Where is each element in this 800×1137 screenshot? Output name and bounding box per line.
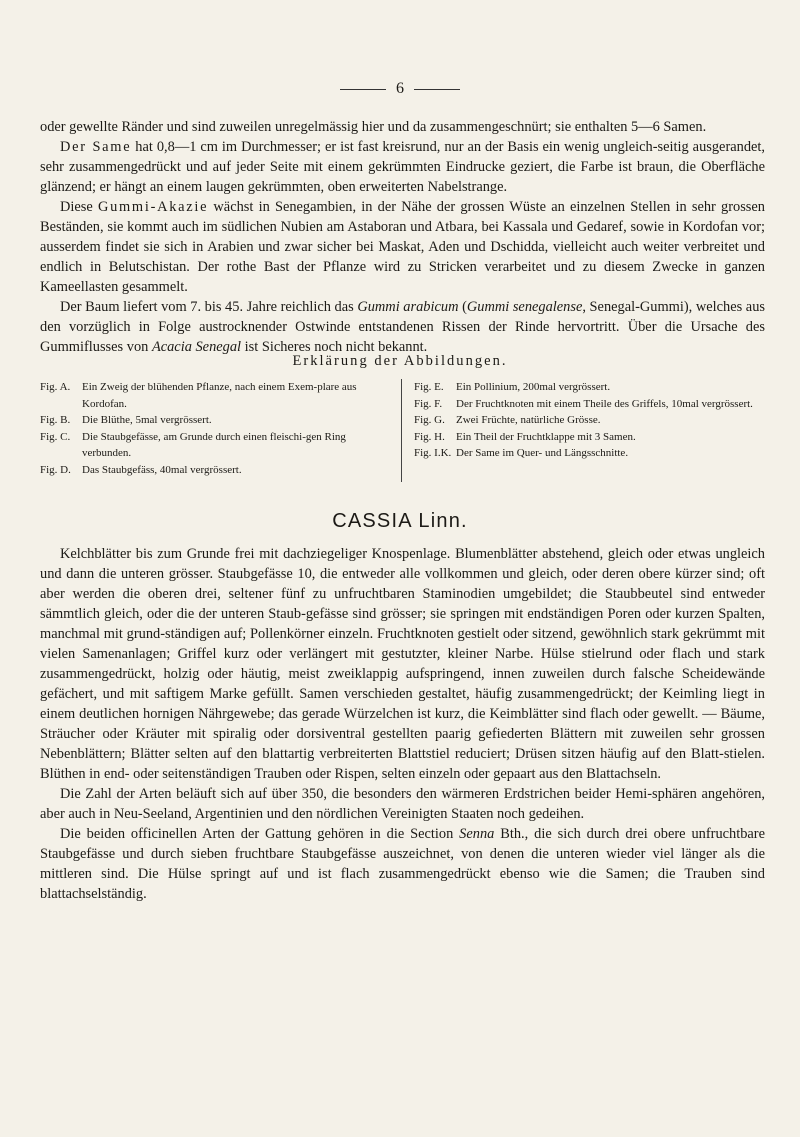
legend-item: Fig. F. Der Fruchtknoten mit einem Theile des Griffels, 10mal vergrössert. — [414, 397, 753, 410]
figure-legend — [40, 379, 765, 486]
intro-paragraph-2: Der Same hat 0,8—1 cm im Durchmesser; er ist fast kreisrund, nur an der Basis ein wenig ungleich-seitig ausgerandet, sehr zusammengedrückt und auf jeder Seite mit einem gekrümmten Eindrucke geziert, die Farbe ist braun, die Oberfläche glänzend; er hängt an einem laugen gekrümmten, oben erweiterten Nabelstrange. — [40, 139, 765, 195]
legend-column-right — [414, 379, 765, 462]
cassia-paragraph-2: Die Zahl der Arten beläuft sich auf über 350, die besonders den wärmeren Erdstrichen beider Hemi-sphären angehören, aber auch in Neu-Seeland, Argentinien und den nördlichen Vereinigten Staaten noch gedeihen. — [40, 786, 765, 822]
legend-item: Fig. D. Das Staubgefäss, 40mal vergrössert. — [40, 463, 242, 476]
section-heading: CASSIA Linn. — [332, 510, 468, 532]
legend-item: Fig. A. Ein Zweig der blühenden Pflanze, nach einem Exem-plare aus Kordofan. — [40, 381, 357, 410]
intro-text — [40, 117, 765, 357]
legend-item: Fig. G. Zwei Früchte, natürliche Grösse. — [414, 414, 601, 426]
legend-item: Fig. I.K. Der Same im Quer- und Längsschnitte. — [414, 447, 629, 459]
legend-item: Fig. C. Die Staubgefässe, am Grunde durch einen fleischi-gen Ring verbunden. — [40, 430, 346, 459]
legend-item: Fig. B. Die Blüthe, 5mal vergrössert. — [40, 414, 212, 426]
rule-left — [340, 89, 386, 90]
legend-item: Fig. H. Ein Theil der Fruchtklappe mit 3 Samen. — [414, 430, 636, 443]
cassia-paragraph-1: Kelchblätter bis zum Grunde frei mit dachziegeliger Knospenlage. Blumenblätter abstehend, gleich oder etwas ungleich und dann die unteren grösser. Staubgefässe 10, die entweder alle vollkommen und gleich, oder deren obere kürzer sind; oft aber werden die oberen drei, seltener fünf zu unfruchtbaren Staminodien umgebildet; die Staubbeutel sind entweder sämmtlich gleich, oder die der unteren Staub-gefässe sind grösser; sie springen mit endständigen Poren oder kurzen Spalten, manchmal mit grund-ständigen auf; Pollenkörner einzeln. Fruchtknoten gestielt oder sitzend, gewöhnlich stark gekrümmt mit vielen Samenanlagen; Griffel kurz oder verlängert mit gestutzter, kleiner Narbe. Hülse stielrund oder flach und stark zusammengedrückt, holzig oder häutig, meist zweiklappig aufspringend, innen zuweilen durch falsche Scheidewände gefächert, und mit saftigem Marke gefüllt. Samen verschieden gestaltet, häufig zusammengedrückt; der Keimling liegt in einem deutlichen hornigen Nährgewebe; das gerade Würzelchen ist kurz, die Keimblätter sind flach oder gewellt. — Bäume, Sträucher oder Kräuter mit spiralig oder dorsiventral gestellten paarig gefiederten Blättern mit zuweilen sehr grossen Nebenblättern; Blätter selten auf den blattartig verbreiterten Blattstiel reduciert; Drüsen sitzen häufig auf den Blatt-stielen. Blüthen in end- oder seitenständigen Trauben oder Rispen, selten einzeln oder gepaart aus den Blattachseln. — [40, 546, 765, 782]
cassia-paragraph-3: Die beiden officinellen Arten der Gattung gehören in die Section Senna Bth., die sich durch drei obere unfruchtbare Staubgefässe und durch sieben fruchtbare Staubgefässe auszeichnet, von denen die unteren wieder viel länger als die mittleren sind. Die Hülse springt auf und ist flach zusammengedrückt ebenso wie die Samen; die Trauben sind blattachselständig. — [40, 826, 765, 902]
legend-title: Erklärung der Abbildungen. — [292, 353, 508, 369]
cassia-text — [40, 544, 765, 904]
legend-column-left — [40, 379, 385, 478]
rule-right — [414, 89, 460, 90]
intro-paragraph-3: Diese Gummi-Akazie wächst in Senegambien, in der Nähe der grossen Wüste an einzelnen Stellen in sehr grossen Beständen, sie kommt auch im südlichen Nubien am Astaboran und Atbara, bei Kassala und Gedaref, sowie in Kordofan vor; ausserdem findet sie sich in Arabien und zwar sicher bei Maskat, Aden und Dschidda, vielleicht auch weiter verbreitet und endlich in Belutschistan. Der rothe Bast der Pflanze wird zu Stricken verarbeitet und zu diesem Zwecke in ganzen Kameellasten gesammelt. — [40, 199, 765, 295]
intro-paragraph-1: oder gewellte Ränder und sind zuweilen unregelmässig hier und da zusammengeschnürt; sie enthalten 5—6 Samen. — [40, 119, 707, 135]
intro-paragraph-4: Der Baum liefert vom 7. bis 45. Jahre reichlich das Gummi arabicum (Gummi senegalense, Senegal-Gummi), welches aus den vorzüglich in Folge austrocknender Ostwinde entstandenen Rissen der Rinde hervortritt. Über die Ursache des Gummiflusses von Acacia Senegal ist Sicheres noch nicht bekannt. — [40, 299, 765, 355]
legend-divider — [401, 379, 402, 482]
page-number: 6 — [0, 80, 800, 98]
legend-item: Fig. E. Ein Pollinium, 200mal vergrössert. — [414, 381, 611, 393]
